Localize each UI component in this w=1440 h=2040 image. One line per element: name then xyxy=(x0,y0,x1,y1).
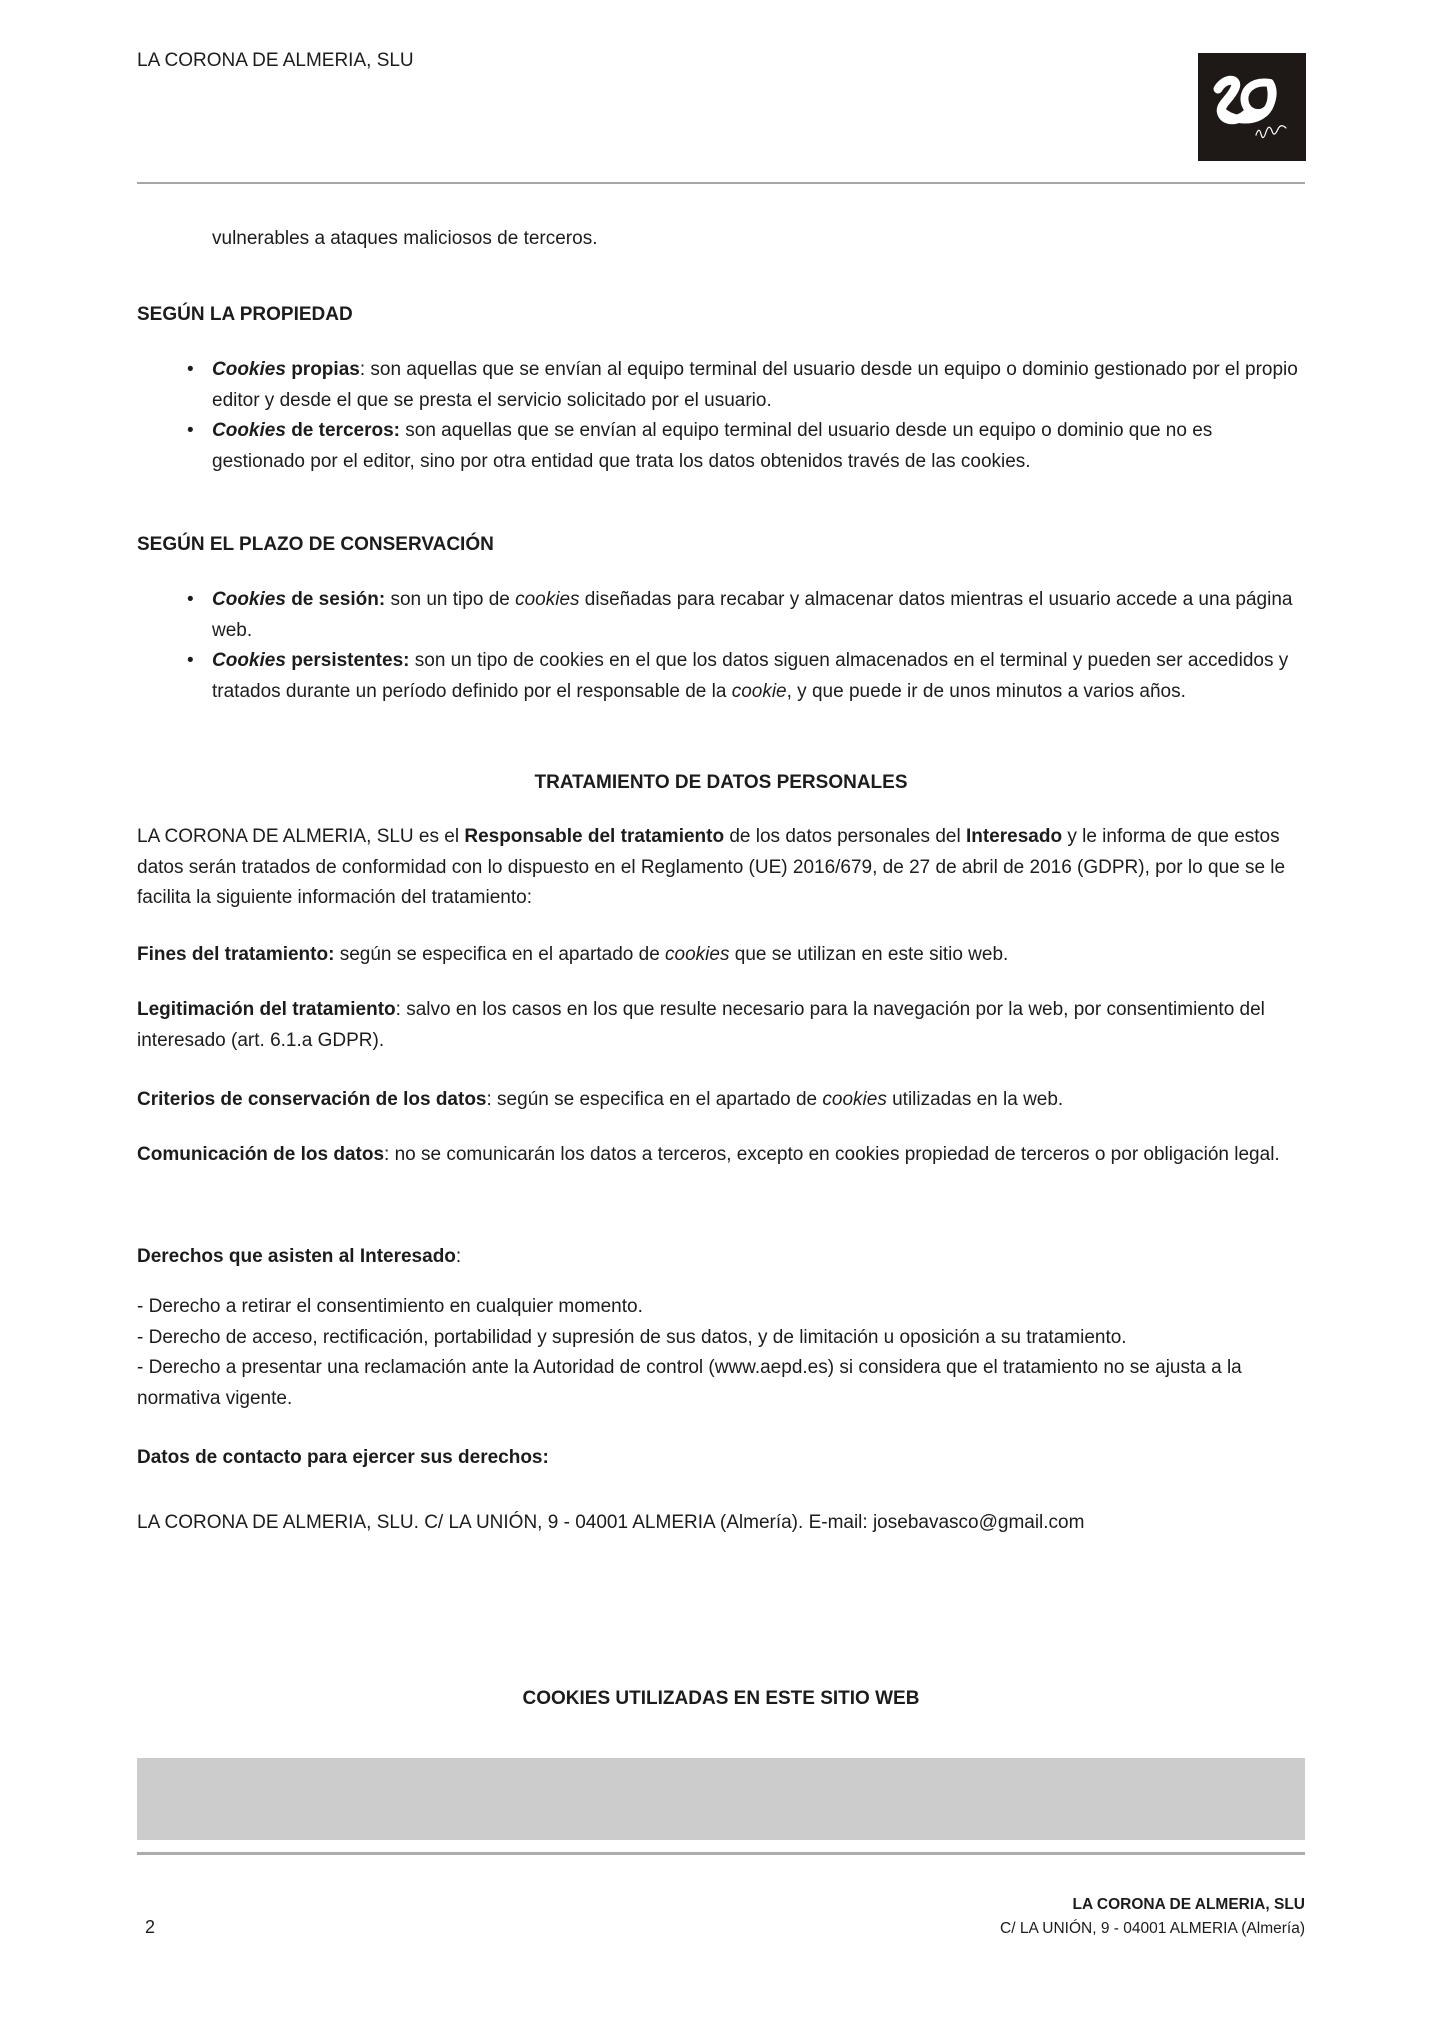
footer-company-address: C/ LA UNIÓN, 9 - 04001 ALMERIA (Almería) xyxy=(1000,1920,1305,1937)
footer-company-name: LA CORONA DE ALMERIA, SLU xyxy=(1072,1896,1305,1913)
bullet-cookies-terceros: • Cookies de terceros: son aquellas que se envían al equipo terminal del usuario desde un equipo o dominio que no es gestionado por el editor, sino por otra entidad que trata los datos obtenidos través de las cookies. xyxy=(137,416,1305,477)
paragraph-responsable: LA CORONA DE ALMERIA, SLU es el Responsable del tratamiento de los datos personales del Interesado y le informa de que estos datos serán tratados de conformidad con lo dispuesto en el Reglamento (UE) 2016/679, de 27 de abril de 2016 (GDPR), por lo que se le facilita la siguiente información del tratamiento: xyxy=(137,826,1286,908)
bullet-cookies-sesion: • Cookies de sesión: son un tipo de cookies diseñadas para recabar y almacenar datos mientras el usuario accede a una página web. xyxy=(137,585,1305,646)
derechos-list xyxy=(137,1292,1305,1414)
section-heading-cookies-web: COOKIES UTILIZADAS EN ESTE SITIO WEB xyxy=(522,1688,920,1709)
bullet-cookies-persistentes: • Cookies persistentes: son un tipo de cookies en el que los datos siguen almacenados en el terminal y pueden ser accedidos y tratados durante un período definido por el responsable de la cookie, y que puede ir de unos minutos a varios años. xyxy=(137,646,1305,707)
paragraph-fines: Fines del tratamiento: según se especifica en el apartado de cookies que se utilizan en este sitio web. xyxy=(137,944,1009,965)
paragraph-contacto-line: LA CORONA DE ALMERIA, SLU. C/ LA UNIÓN, 9 - 04001 ALMERIA (Almería). E-mail: josebavasco@gmail.com xyxy=(137,1512,1085,1533)
footer-divider xyxy=(137,1852,1305,1855)
paragraph-criterios: Criterios de conservación de los datos: según se especifica en el apartado de cookies utilizadas en la web. xyxy=(137,1089,1064,1110)
bullet-list-plazo xyxy=(137,585,1305,707)
section-heading-plazo: SEGÚN EL PLAZO DE CONSERVACIÓN xyxy=(137,534,494,555)
derecho-item: - Derecho a retirar el consentimiento en cualquier momento. xyxy=(137,1296,643,1317)
header-company-name: LA CORONA DE ALMERIA, SLU xyxy=(137,50,414,71)
paragraph-contacto-label: Datos de contacto para ejercer sus derechos: xyxy=(137,1447,549,1468)
bullet-list-propiedad xyxy=(137,355,1305,477)
term-cookies: Cookies xyxy=(212,589,286,610)
term-cookies: Cookies xyxy=(212,420,286,441)
brand-logo-icon xyxy=(1198,53,1306,161)
footer-company-block xyxy=(137,1893,1305,1941)
paragraph-legitimacion: Legitimación del tratamiento: salvo en los casos en los que resulte necesario para la navegación por la web, por consentimiento del interesado (art. 6.1.a GDPR). xyxy=(137,999,1265,1051)
paragraph-continuation: vulnerables a ataques maliciosos de terceros. xyxy=(212,228,598,249)
section-heading-tratamiento: TRATAMIENTO DE DATOS PERSONALES xyxy=(534,772,908,793)
cookies-table-placeholder xyxy=(137,1758,1305,1840)
term-cookies: Cookies xyxy=(212,359,286,380)
paragraph-comunicacion: Comunicación de los datos: no se comunicarán los datos a terceros, excepto en cookies propiedad de terceros o por obligación legal. xyxy=(137,1144,1280,1165)
company-logo xyxy=(1198,53,1306,161)
term-cookies: Cookies xyxy=(212,650,286,671)
header-divider xyxy=(137,182,1305,184)
derecho-item: - Derecho a presentar una reclamación ante la Autoridad de control (www.aepd.es) si considera que el tratamiento no se ajusta a la normativa vigente. xyxy=(137,1357,1242,1409)
bullet-cookies-propias: • Cookies propias: son aquellas que se envían al equipo terminal del usuario desde un equipo o dominio gestionado por el propio editor y desde el que se presta el servicio solicitado por el usuario. xyxy=(137,355,1305,416)
derecho-item: - Derecho de acceso, rectificación, portabilidad y supresión de sus datos, y de limitación u oposición a su tratamiento. xyxy=(137,1326,1127,1348)
section-heading-propiedad: SEGÚN LA PROPIEDAD xyxy=(137,304,353,325)
page-number: 2 xyxy=(145,1917,156,1937)
paragraph-derechos-label: Derechos que asisten al Interesado: xyxy=(137,1246,462,1267)
